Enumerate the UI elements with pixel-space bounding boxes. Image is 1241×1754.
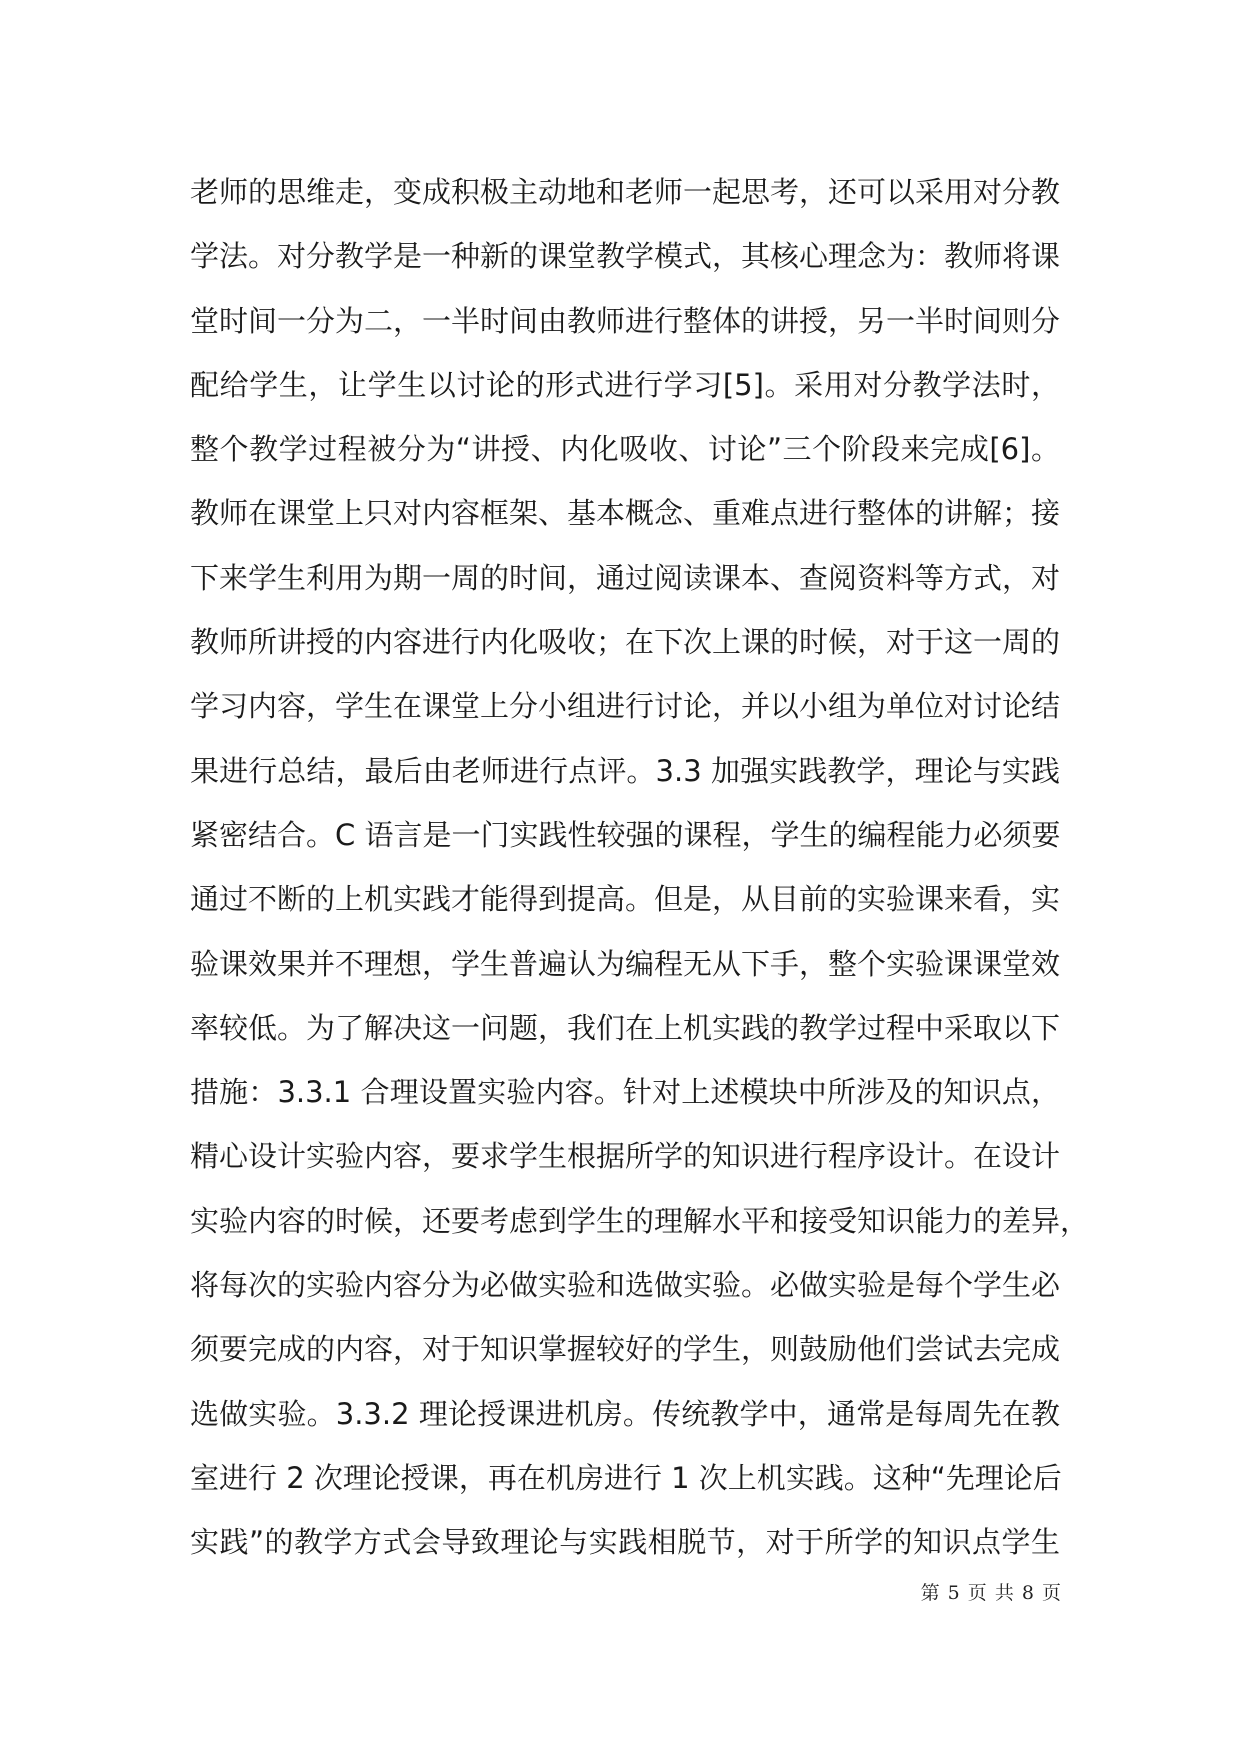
text-line: 学法。对分教学是一种新的课堂教学模式，其核心理念为：教师将课 (190, 239, 1061, 274)
text-line: 整个教学过程被分为“讲授、内化吸收、讨论”三个阶段来完成[6]。 (190, 432, 1060, 467)
text-line: 须要完成的内容，对于知识掌握较好的学生，则鼓励他们尝试去完成 (190, 1332, 1061, 1367)
text-line: 果进行总结，最后由老师进行点评。3.3 加强实践教学，理论与实践 (190, 753, 1060, 788)
text-line: 下来学生利用为期一周的时间，通过阅读课本、查阅资料等方式，对 (190, 560, 1061, 595)
text-line: 措施：3.3.1 合理设置实验内容。针对上述模块中所涉及的知识点， (190, 1075, 1060, 1110)
text-line: 精心设计实验内容，要求学生根据所学的知识进行程序设计。在设计 (190, 1139, 1061, 1174)
text-line: 验课效果并不理想，学生普遍认为编程无从下手，整个实验课课堂效 (190, 946, 1061, 981)
text-line: 率较低。为了解决这一问题，我们在上机实践的教学过程中采取以下 (190, 1010, 1061, 1045)
text-line: 实践”的教学方式会导致理论与实践相脱节，对于所学的知识点学生 (190, 1525, 1060, 1560)
text-line: 老师的思维走，变成积极主动地和老师一起思考，还可以采用对分教 (190, 175, 1061, 209)
text-line: 堂时间一分为二，一半时间由教师进行整体的讲授，另一半时间则分 (190, 303, 1061, 338)
text-line: 将每次的实验内容分为必做实验和选做实验。必做实验是每个学生必 (190, 1268, 1061, 1303)
text-line: 配给学生，让学生以讨论的形式进行学习[5]。采用对分教学法时， (190, 367, 1060, 402)
body-text (190, 160, 1090, 1575)
text-line: 学习内容，学生在课堂上分小组进行讨论，并以小组为单位对讨论结 (190, 689, 1061, 724)
text-line: 选做实验。3.3.2 理论授课进机房。传统教学中，通常是每周先在教 (190, 1396, 1060, 1431)
text-line: 紧密结合。C 语言是一门实践性较强的课程，学生的编程能力必须要 (190, 817, 1061, 852)
text-line: 室进行 2 次理论授课，再在机房进行 1 次上机实践。这种“先理论后 (190, 1460, 1062, 1495)
text-line: 通过不断的上机实践才能得到提高。但是，从目前的实验课来看，实 (190, 882, 1061, 917)
text-line: 教师所讲授的内容进行内化吸收；在下次上课的时候，对于这一周的 (190, 625, 1061, 660)
text-line: 教师在课堂上只对内容框架、基本概念、重难点进行整体的讲解；接 (190, 496, 1061, 531)
text-line: 实验内容的时候，还要考虑到学生的理解水平和接受知识能力的差异， (190, 1203, 1090, 1238)
page-number-footer: 第 5 页 共 8 页 (920, 1582, 1062, 1604)
